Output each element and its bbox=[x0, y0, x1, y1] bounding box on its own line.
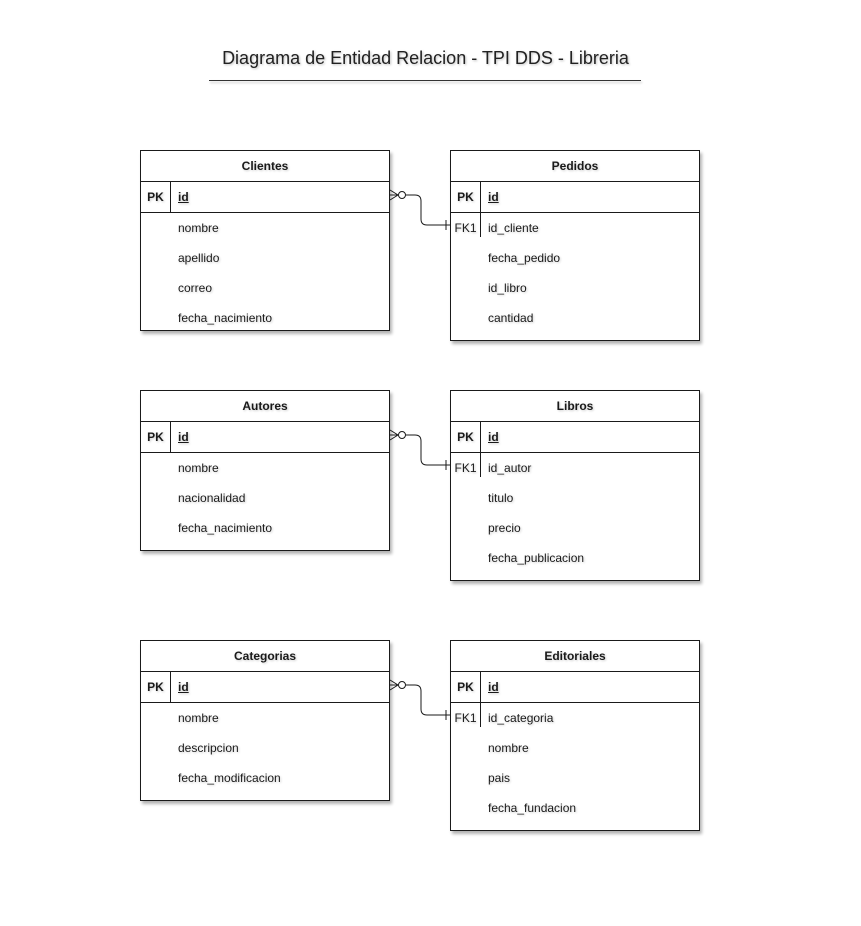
entity-pedidos-pk-row bbox=[451, 182, 699, 213]
entity-libros-header: Libros bbox=[451, 391, 699, 422]
field-name: precio bbox=[488, 521, 521, 535]
field-row bbox=[141, 733, 389, 763]
entity-editoriales[interactable] bbox=[450, 640, 700, 831]
entity-libros[interactable] bbox=[450, 390, 700, 581]
pk-field: id bbox=[488, 680, 499, 694]
field-row bbox=[451, 243, 699, 273]
field-name: fecha_pedido bbox=[488, 251, 561, 265]
field-name: apellido bbox=[178, 251, 220, 265]
entity-categorias-pk-row bbox=[141, 672, 389, 703]
fk-label: FK1 bbox=[451, 213, 481, 237]
field-row bbox=[141, 213, 389, 243]
pk-label: PK bbox=[451, 422, 481, 452]
field-row bbox=[141, 243, 389, 273]
field-row bbox=[451, 733, 699, 763]
fk-field: id_autor bbox=[488, 461, 532, 475]
entity-libros-pk-row bbox=[451, 422, 699, 453]
fk-row bbox=[451, 703, 699, 733]
field-name: cantidad bbox=[488, 311, 534, 325]
pk-label: PK bbox=[141, 422, 171, 452]
diagram-title: Diagrama de Entidad Relacion - TPI DDS - Libreria bbox=[222, 48, 629, 68]
pk-label: PK bbox=[451, 672, 481, 702]
pk-label: PK bbox=[141, 182, 171, 212]
pk-field: id bbox=[178, 190, 189, 204]
field-name: fecha_modificacion bbox=[178, 771, 281, 785]
field-name: nacionalidad bbox=[178, 491, 246, 505]
fk-field: id_cliente bbox=[488, 221, 539, 235]
entity-clientes-header: Clientes bbox=[141, 151, 389, 182]
entity-categorias[interactable] bbox=[140, 640, 390, 801]
relationship-clientes-pedidos[interactable] bbox=[390, 190, 450, 230]
pk-field: id bbox=[178, 430, 189, 444]
field-row bbox=[141, 513, 389, 543]
pk-field: id bbox=[488, 430, 499, 444]
field-name: id_libro bbox=[488, 281, 527, 295]
field-row bbox=[141, 703, 389, 733]
field-row bbox=[141, 453, 389, 483]
field-row bbox=[451, 513, 699, 543]
field-row bbox=[451, 273, 699, 303]
field-row bbox=[141, 763, 389, 793]
field-row bbox=[451, 303, 699, 333]
entity-pedidos[interactable] bbox=[450, 150, 700, 341]
relationship-categorias-editoriales[interactable] bbox=[390, 680, 450, 720]
field-name: nombre bbox=[178, 221, 219, 235]
field-row bbox=[451, 763, 699, 793]
pk-label: PK bbox=[141, 672, 171, 702]
entity-autores-pk-row bbox=[141, 422, 389, 453]
field-name: fecha_publicacion bbox=[488, 551, 585, 565]
fk-field: id_categoria bbox=[488, 711, 554, 725]
entity-clientes[interactable] bbox=[140, 150, 390, 331]
field-name: nombre bbox=[488, 741, 529, 755]
field-name: fecha_nacimiento bbox=[178, 311, 273, 325]
field-name: fecha_nacimiento bbox=[178, 521, 273, 535]
pk-field: id bbox=[178, 680, 189, 694]
field-name: fecha_fundacion bbox=[488, 801, 577, 815]
fk-label: FK1 bbox=[451, 453, 481, 477]
entity-pedidos-header: Pedidos bbox=[451, 151, 699, 182]
field-row bbox=[451, 793, 699, 823]
field-name: pais bbox=[488, 771, 511, 785]
title-underline bbox=[209, 80, 641, 81]
field-name: nombre bbox=[178, 461, 219, 475]
field-row bbox=[141, 303, 389, 333]
field-row bbox=[451, 543, 699, 573]
pk-label: PK bbox=[451, 182, 481, 212]
field-name: nombre bbox=[178, 711, 219, 725]
fk-label: FK1 bbox=[451, 703, 481, 727]
field-name: descripcion bbox=[178, 741, 239, 755]
entity-autores-header: Autores bbox=[141, 391, 389, 422]
entity-editoriales-pk-row bbox=[451, 672, 699, 703]
fk-row bbox=[451, 453, 699, 483]
fk-row bbox=[451, 213, 699, 243]
entity-categorias-header: Categorias bbox=[141, 641, 389, 672]
entity-clientes-pk-row bbox=[141, 182, 389, 213]
field-row bbox=[141, 483, 389, 513]
field-name: correo bbox=[178, 281, 213, 295]
field-name: titulo bbox=[488, 491, 514, 505]
relationship-autores-libros[interactable] bbox=[390, 430, 450, 470]
pk-field: id bbox=[488, 190, 499, 204]
entity-autores[interactable] bbox=[140, 390, 390, 551]
field-row bbox=[451, 483, 699, 513]
entity-editoriales-header: Editoriales bbox=[451, 641, 699, 672]
field-row bbox=[141, 273, 389, 303]
